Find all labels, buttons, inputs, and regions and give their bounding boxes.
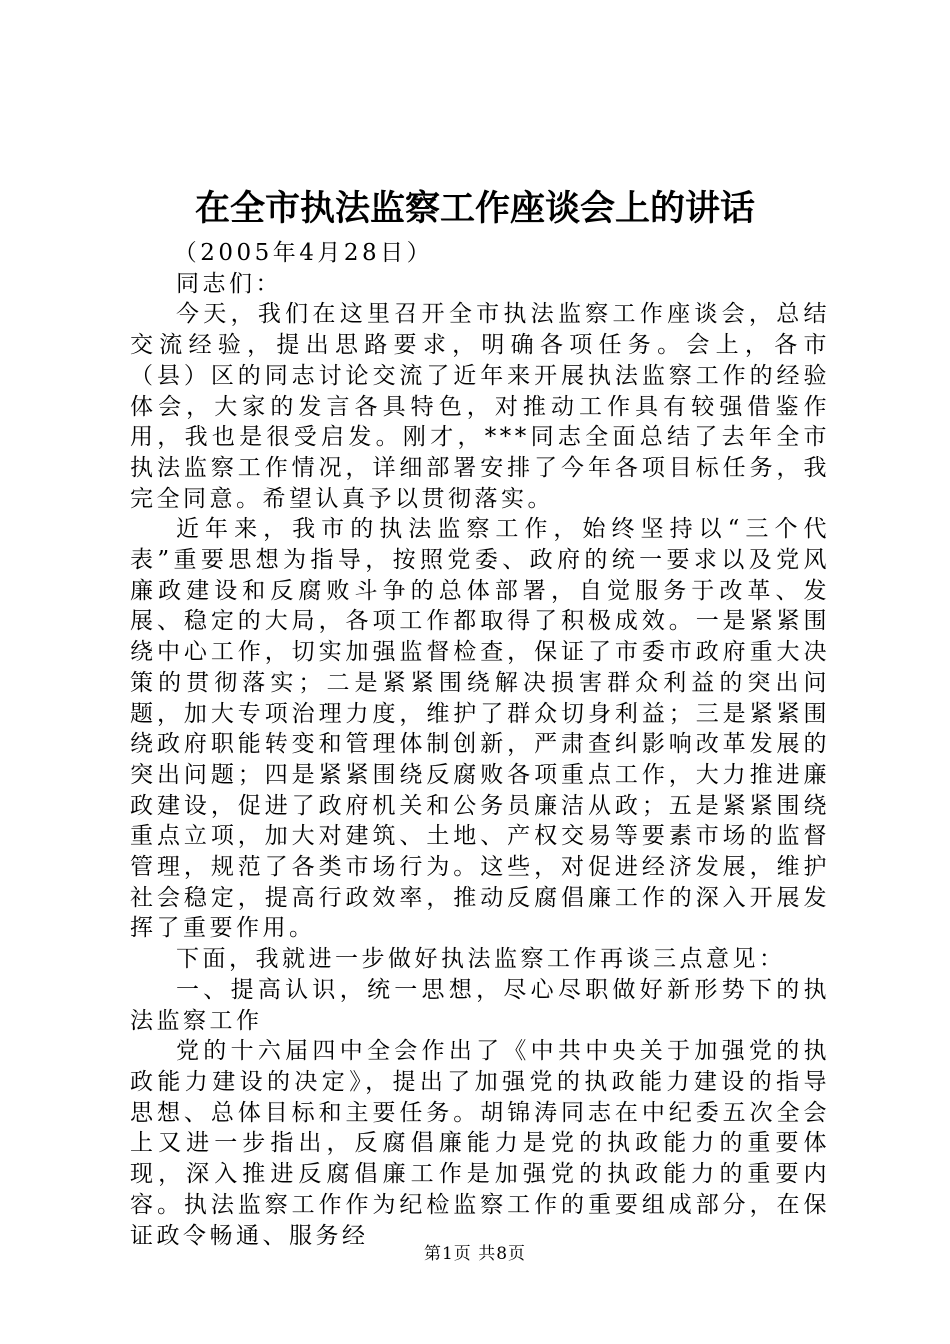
section-heading: 一、提高认识，统一思想，尽心尽职做好新形势下的执法监察工作 xyxy=(130,976,830,1034)
document-title: 在全市执法监察工作座谈会上的讲话 xyxy=(194,188,755,229)
speech-date: （2005年4月28日） xyxy=(173,240,434,266)
body-paragraph: 近年来，我市的执法监察工作，始终坚持以“三个代表”重要思想为指导，按照党委、政府的统一要求以及党风廉政建设和反腐败斗争的总体部署，自觉服务于改革、发展、稳定的大局，各项工作都取得了积极成效。一是紧紧围绕中心工作，切实加强监督检查，保证了市委市政府重大决策的贯彻落实；二是紧紧围绕解决损害群众利益的突出问题，加大专项治理力度，维护了群众切身利益；三是紧紧围绕政府职能转变和管理体制创新，严肃查纠影响改革发展的突出问题；四是紧紧围绕反腐败各项重点工作，大力推进廉政建设，促进了政府机关和公务员廉洁从政；五是紧紧围绕重点立项，加大对建筑、土地、产权交易等要素市场的监督管理，规范了各类市场行为。这些，对促进经济发展，维护社会稳定，提高行政效率，推动反腐倡廉工作的深入开展发挥了重要作用。 xyxy=(130,516,830,942)
document-body xyxy=(130,238,830,1251)
body-paragraph: 下面，我就进一步做好执法监察工作再谈三点意见： xyxy=(176,946,786,973)
body-paragraph: 今天，我们在这里召开全市执法监察工作座谈会，总结交流经验，提出思路要求，明确各项任务。会上，各市（县）区的同志讨论交流了近年来开展执法监察工作的经验体会，大家的发言各具特色，对推动工作具有较强借鉴作用，我也是很受启发。刚才，***同志全面总结了去年全市执法监察工作情况，详细部署安排了今年各项目标任务，我完全同意。希望认真予以贯彻落实。 xyxy=(130,301,830,512)
body-paragraph: 党的十六届四中全会作出了《中共中央关于加强党的执政能力建设的决定》，提出了加强党的执政能力建设的指导思想、总体目标和主要任务。胡锦涛同志在中纪委五次全会上又进一步指出，反腐倡廉能力是党的执政能力的重要体现，深入推进反腐倡廉工作是加强党的执政能力的重要内容。执法监察工作作为纪检监察工作的重要组成部分，在保证政令畅通、服务经 xyxy=(130,1038,830,1249)
salutation: 同志们： xyxy=(176,270,282,297)
page-number-footer: 第1页 共8页 xyxy=(423,1244,527,1264)
